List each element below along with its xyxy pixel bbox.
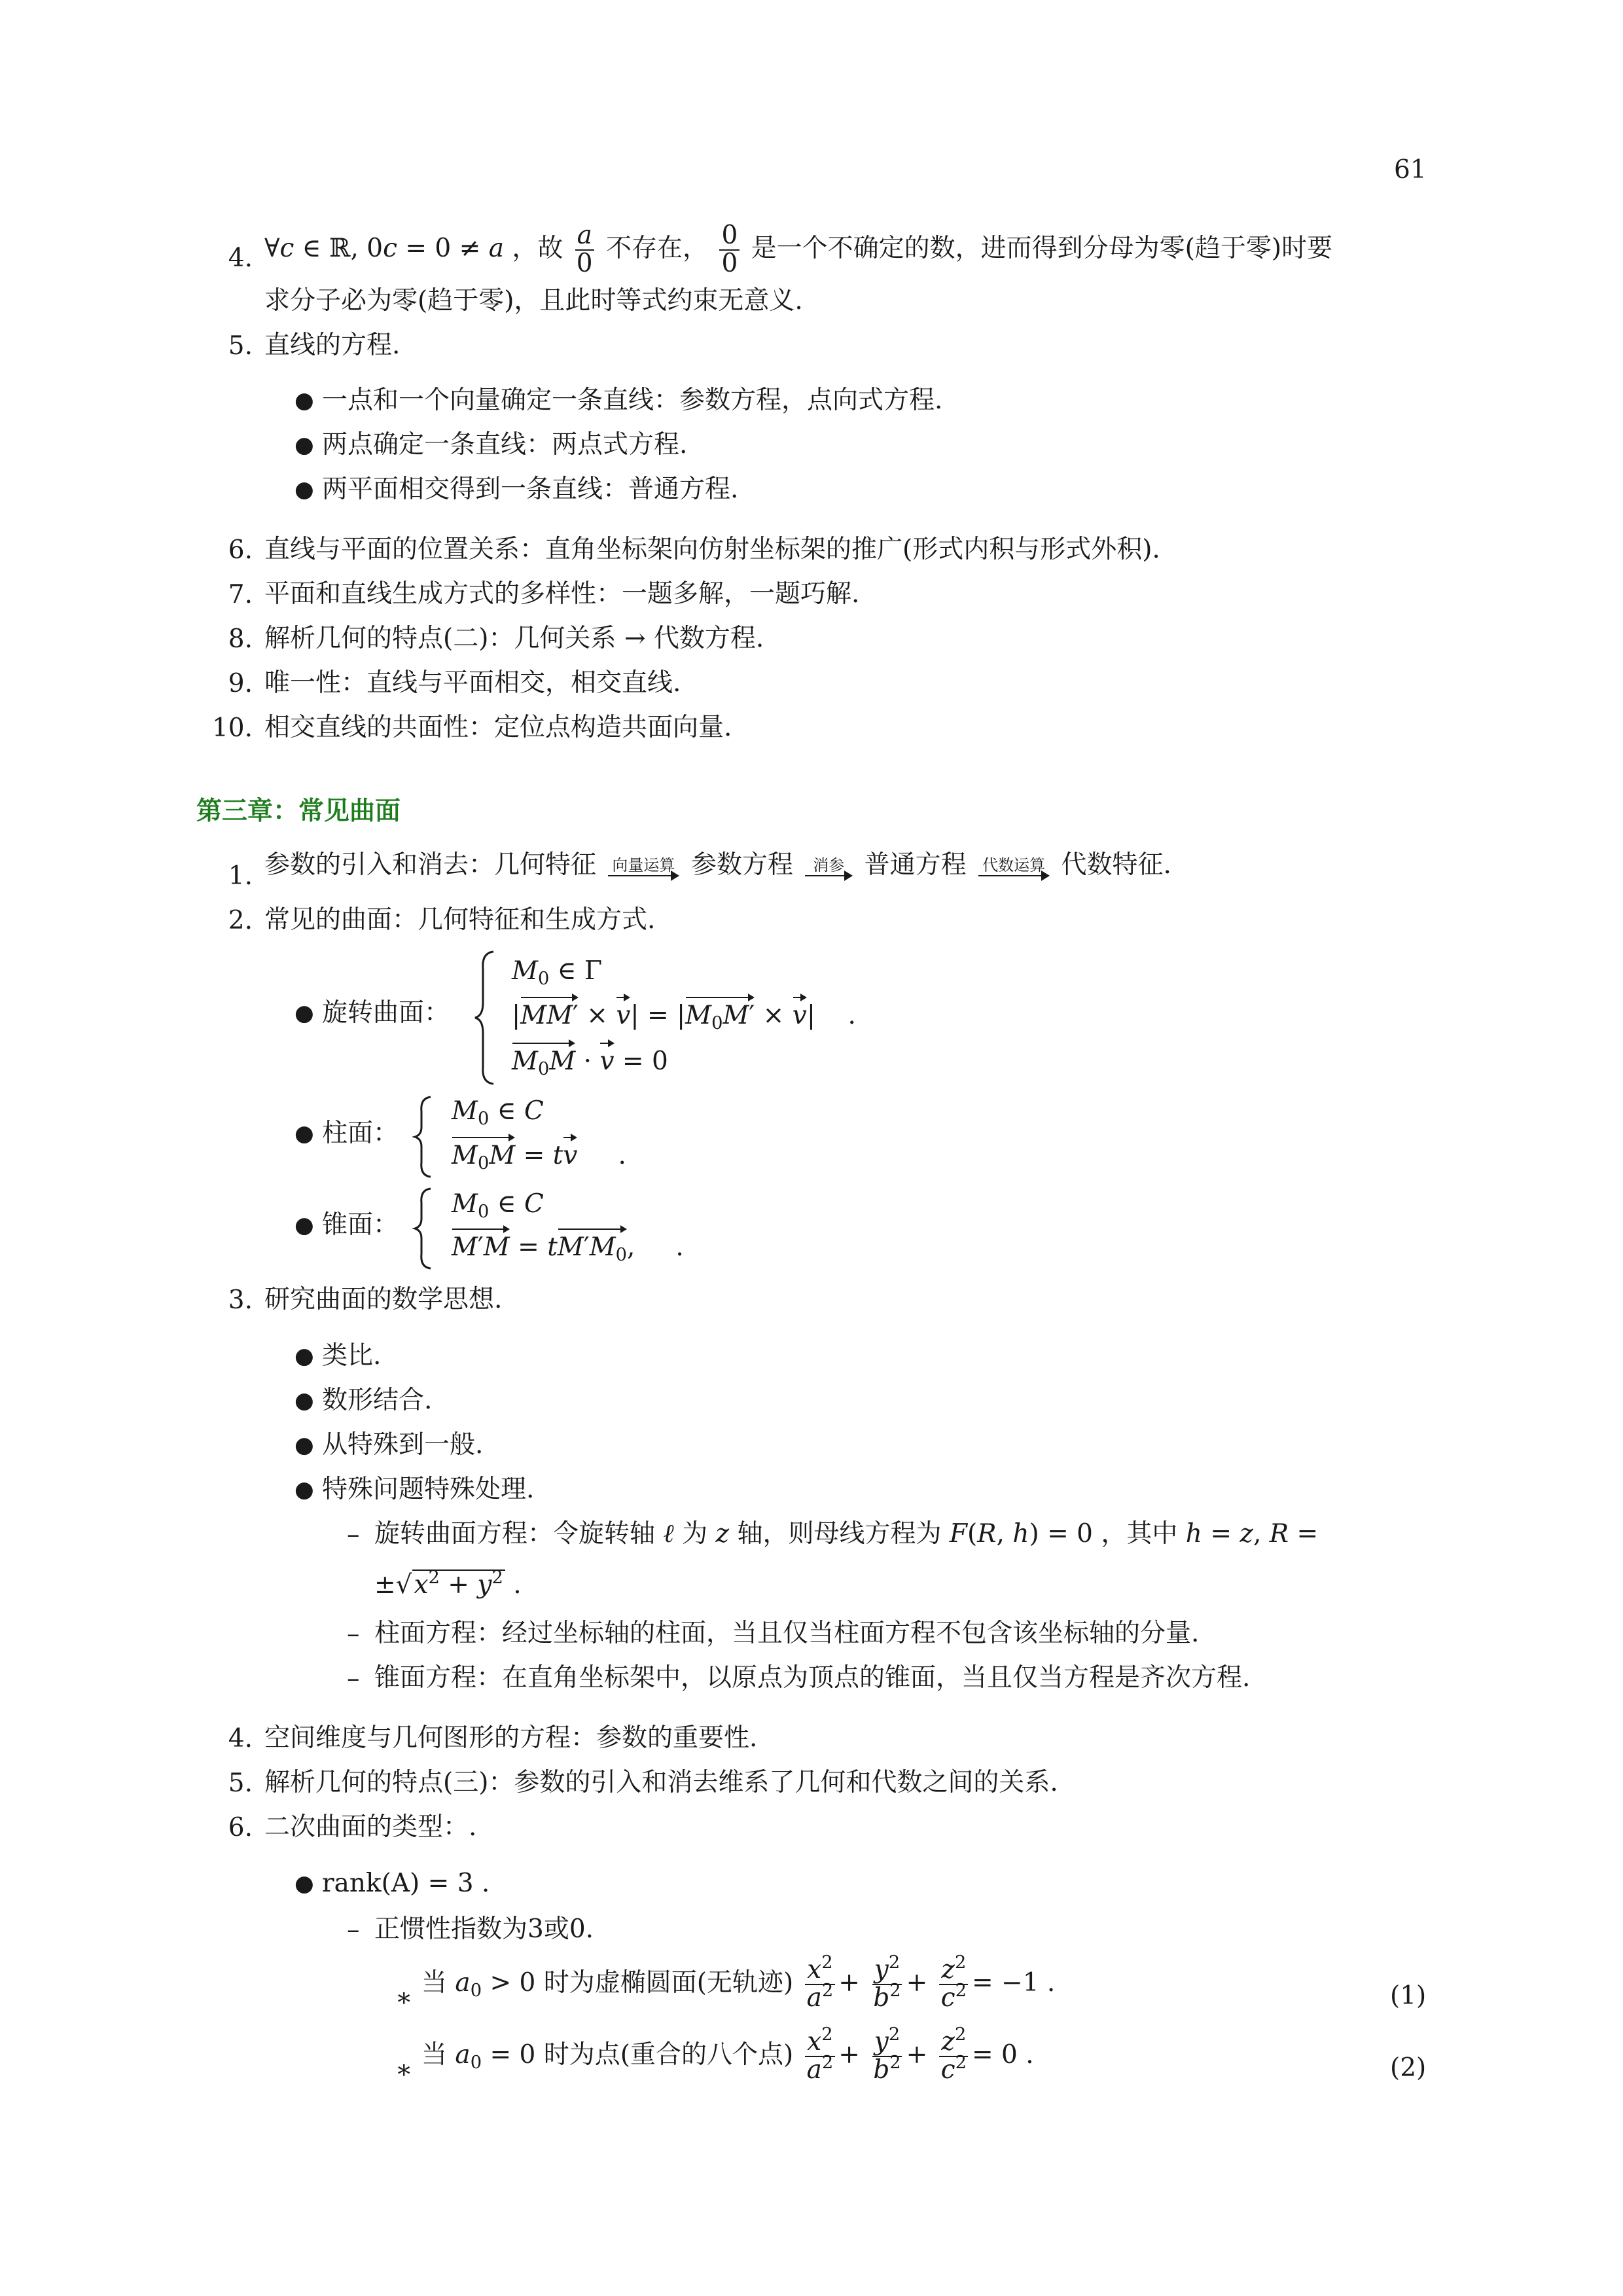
- bullet-text: 柱面：: [322, 1119, 399, 1148]
- subitem-text: 旋转曲面方程：令旋转轴 ℓ 为 z 轴，则母线方程为 F(R, h) = 0 ，其中 h = z, R =: [374, 1519, 1319, 1549]
- bullet-text: 两点确定一条直线：两点式方程.: [322, 430, 688, 459]
- text: 为: [682, 1519, 708, 1549]
- bullet: ●: [294, 476, 314, 503]
- bullet-text: 一点和一个向量确定一条直线：参数方程，点向式方程.: [322, 386, 943, 415]
- fraction-a-over-0: $\frac{a}{0}$: [575, 223, 595, 278]
- text: ，故: [512, 233, 563, 263]
- bullet-text: 从特殊到一般.: [322, 1430, 484, 1460]
- list-item-text: 解析几何的特点(三)：参数的引入和消去维系了几何和代数之间的关系.: [264, 1768, 1058, 1797]
- math-forall: ∀c ∈ ℝ, 0c = 0 ≠ a: [264, 233, 504, 263]
- item-number: 10.: [211, 713, 253, 743]
- equation-line: $|MM' \times v| = |M_0M' \times v|$ .: [512, 995, 856, 1031]
- text: 时为点(重合的八个点): [543, 2039, 794, 2070]
- equation-number: (1): [1390, 1981, 1427, 2011]
- item-number: 5.: [228, 1768, 253, 1798]
- bullet-text: 两平面相交得到一条直线：普通方程.: [322, 475, 739, 504]
- equation-line: $M_0$ ∈ C: [452, 1096, 544, 1130]
- fraction: $\frac{z^2}{c^2}$: [939, 1957, 969, 2012]
- item-number: 6.: [228, 535, 253, 565]
- arrow-icon: [608, 875, 679, 876]
- equation-line: $M_0M$ = tv .: [452, 1135, 626, 1171]
- bullet: ●: [294, 1343, 314, 1369]
- star-marker: ∗: [395, 1983, 413, 2013]
- item-number: 4.: [228, 243, 253, 273]
- fraction: $\frac{z^2}{c^2}$: [939, 2029, 969, 2084]
- bullet-text: 锥面：: [322, 1210, 399, 1240]
- list-item-text: 相交直线的共面性：定位点构造共面向量.: [264, 713, 732, 742]
- text: 旋转曲面方程：令旋转轴: [374, 1519, 656, 1549]
- text: 不存在，: [606, 233, 709, 263]
- equation-line: $M_0M \cdot v = 0$: [512, 1041, 668, 1077]
- text: 轴，则母线方程为: [737, 1519, 942, 1549]
- page-number: 61: [1394, 155, 1427, 185]
- equation-line: $M_0$ ∈ C: [452, 1189, 544, 1223]
- bullet: ●: [294, 1477, 314, 1503]
- bullet-text: 旋转曲面：: [322, 998, 450, 1028]
- bullet: ●: [294, 1871, 314, 1897]
- text: 普通方程: [864, 850, 967, 880]
- text: 时为虚椭圆面(无轨迹): [543, 1967, 794, 1998]
- fraction-0-over-0: $\frac{0}{0}$: [719, 223, 740, 278]
- fraction: $\frac{x^2}{a^2}$: [805, 1957, 836, 2012]
- bullet-text: 类比.: [322, 1341, 382, 1371]
- left-brace-icon: [412, 1094, 436, 1179]
- list-item-text: 空间维度与几何图形的方程：参数的重要性.: [264, 1723, 758, 1753]
- star-marker: ∗: [395, 2055, 413, 2085]
- left-brace-icon: [473, 949, 499, 1086]
- item-number: 6.: [228, 1813, 253, 1842]
- arrow-label: 代数运算: [982, 855, 1046, 874]
- bullet: ●: [294, 432, 314, 458]
- item-number: 8.: [228, 624, 253, 654]
- bullet-text: 数形结合.: [322, 1386, 433, 1415]
- list-item-text: 二次曲面的类型：.: [264, 1812, 477, 1842]
- item-number: 5.: [228, 331, 253, 361]
- bullet: ●: [294, 1212, 314, 1238]
- arrow-label: 向量运算: [612, 855, 675, 874]
- text: 是一个不确定的数，进而得到分母为零(趋于零)时要: [751, 233, 1333, 263]
- item-number: 9.: [228, 669, 253, 698]
- list-item-text: 常见的曲面：几何特征和生成方式.: [264, 905, 656, 935]
- list-item-text: [264, 223, 1332, 278]
- bullet: ●: [294, 1000, 314, 1026]
- dash-marker: –: [347, 1915, 360, 1945]
- text: 参数的引入和消去：几何特征: [264, 850, 597, 880]
- list-item-text: 研究曲面的数学思想.: [264, 1285, 503, 1314]
- dash-marker: –: [347, 1520, 360, 1549]
- list-item-text: 唯一性：直线与平面相交，相交直线.: [264, 668, 681, 698]
- bullet-text: 特殊问题特殊处理.: [322, 1475, 535, 1504]
- fraction: $\frac{x^2}{a^2}$: [805, 2029, 836, 2084]
- subsubitem-text: 当 $a_0 > 0$ 时为虚椭圆面(无轨迹) $\frac{x^2}{a^2}$ + $\frac{y^2}{b^2}$ + $\frac{z^2}{c^2}$ = −1 .: [421, 1952, 1056, 2013]
- text: 当: [421, 2039, 448, 2070]
- list-item-text: 直线与平面的位置关系：直角坐标架向仿射坐标架的推广(形式内积与形式外积).: [264, 535, 1160, 564]
- list-item-text: [264, 851, 1171, 880]
- dash-marker: –: [347, 1664, 360, 1693]
- text: 参数方程: [690, 850, 793, 880]
- arrow-label: 消参: [813, 855, 845, 874]
- item-number: 1.: [228, 861, 253, 891]
- text: ，其中: [1101, 1519, 1178, 1549]
- subitem-text: 锥面方程：在直角坐标架中，以原点为顶点的锥面，当且仅当方程是齐次方程.: [374, 1663, 1251, 1693]
- arrow-icon: [978, 875, 1049, 876]
- list-item-text: 解析几何的特点(二)：几何关系 → 代数方程.: [264, 624, 764, 653]
- labeled-arrow: [978, 857, 1049, 876]
- equation-line: $M'M = tM'M_0$, .: [452, 1227, 684, 1263]
- item-number: 3.: [228, 1285, 253, 1315]
- bullet-text: rank(A) = 3 .: [322, 1869, 490, 1898]
- bullet: ●: [294, 1121, 314, 1147]
- left-brace-icon: [412, 1186, 436, 1271]
- labeled-arrow: [805, 857, 852, 876]
- list-item-text: 平面和直线生成方式的多样性：一题多解，一题巧解.: [264, 579, 860, 609]
- item-number: 4.: [228, 1724, 253, 1753]
- equation-line: $M_0$ ∈ Γ: [512, 956, 603, 990]
- chapter-heading: 第三章：常见曲面: [196, 797, 401, 826]
- arrow-icon: [805, 875, 852, 876]
- item-number: 7.: [228, 580, 253, 609]
- bullet: ●: [294, 1388, 314, 1414]
- item-number: 2.: [228, 906, 253, 935]
- subitem-text: 柱面方程：经过坐标轴的柱面，当且仅当柱面方程不包含该坐标轴的分量.: [374, 1619, 1200, 1648]
- fraction: $\frac{y^2}{b^2}$: [873, 2024, 901, 2085]
- bullet: ●: [294, 387, 314, 414]
- list-item-text: 直线的方程.: [264, 331, 401, 360]
- dash-marker: –: [347, 1619, 360, 1649]
- bullet: ●: [294, 1432, 314, 1458]
- text: 代数特征.: [1061, 850, 1171, 880]
- fraction: $\frac{y^2}{b^2}$: [873, 1952, 901, 2013]
- text: 当: [421, 1967, 448, 1998]
- subitem-continuation: $\pm√x^2 + y^2$ .: [374, 1568, 522, 1600]
- list-item-continuation: 求分子必为零(趋于零)，且此时等式约束无意义.: [264, 286, 803, 315]
- equation-number: (2): [1390, 2053, 1427, 2083]
- subsubitem-text: 当 $a_0 = 0$ 时为点(重合的八个点) $\frac{x^2}{a^2}$ + $\frac{y^2}{b^2}$ + $\frac{z^2}{c^2}$ = 0 .: [421, 2024, 1034, 2085]
- subitem-text: 正惯性指数为3或0.: [374, 1914, 594, 1944]
- labeled-arrow: [608, 857, 679, 876]
